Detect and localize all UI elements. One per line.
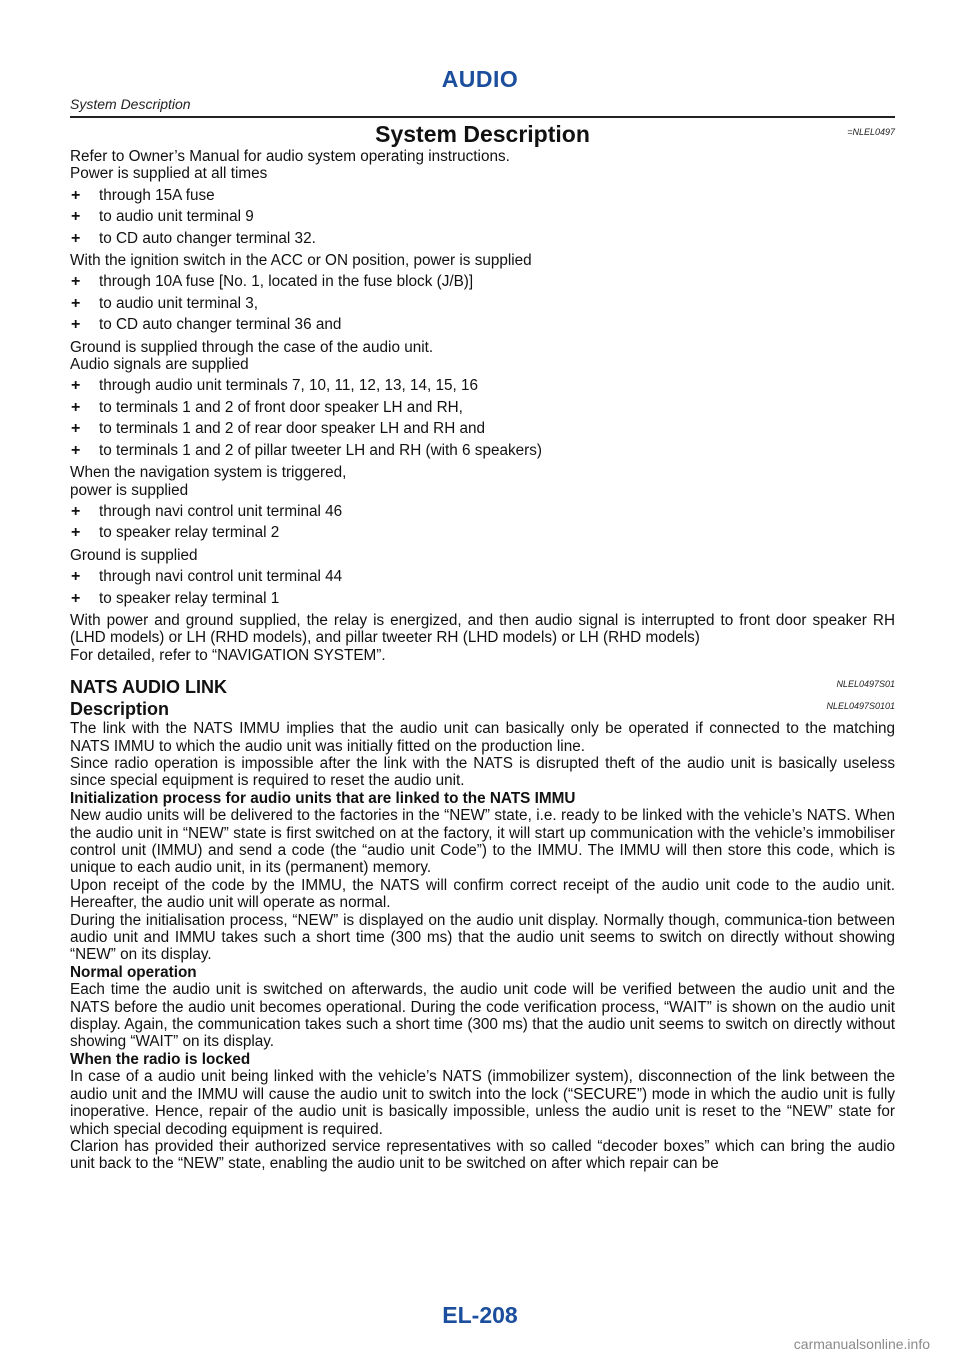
list-item: + to terminals 1 and 2 of rear door speaker LH and RH and [71,420,486,438]
navi-power-lead-2: power is supplied [70,481,189,499]
power-acc-lead: With the ignition switch in the ACC or ON position, power is supplied [70,252,532,270]
ground-case-text: Ground is supplied through the case of the audio unit. [70,338,434,356]
navi-power-lead-1: When the navigation system is triggered, [70,464,347,482]
intro-text: Refer to Owner’s Manual for audio system operating instructions. [70,148,510,165]
bullet-icon: + [71,568,81,586]
nats-paragraph-1: The link with the NATS IMMU implies that the audio unit can basically only be operated if connected to the matching NATS IMMU to which the audio unit was initially fitted on the production line. [70,720,895,755]
radio-locked-heading: When the radio is locked [70,1050,251,1068]
navi-power-list [70,503,895,542]
relay-text: With power and ground supplied, the relay is energized, and then audio signal is interrupted to front door speaker RH (LHD models) or LH (RHD models), and pillar tweeter RH (LHD models) or LH (RHD models) [70,611,895,647]
description-code: NLEL0497S0101 [826,701,895,712]
list-item: + through audio unit terminals 7, 10, 11, 12, 13, 14, 15, 16 [71,377,479,395]
bullet-icon: + [71,186,81,204]
list-item: + to terminals 1 and 2 of front door speaker LH and RH, [71,398,463,416]
bullet-icon: + [71,398,81,416]
list-item: + through navi control unit terminal 44 [71,568,343,586]
power-always-list [70,187,895,247]
nats-paragraph-6: Each time the audio unit is switched on afterwards, the audio unit code will be verified between the audio unit and the NATS before the audio unit becomes operational. During the code verification process, “WAIT” is shown on the audio unit display. Again, the communication takes such a short time (300 ms) that the audio unit seems to switch on directly without showing “WAIT” on its display. [70,981,895,1051]
bullet-icon: + [71,589,81,607]
bullet-icon: + [71,420,81,438]
bullet-icon: + [71,316,81,334]
list-item: + to terminals 1 and 2 of pillar tweeter LH and RH (with 6 speakers) [71,441,542,459]
list-item: + to audio unit terminal 9 [71,208,254,226]
bullet-icon: + [71,273,81,291]
list-item: + through navi control unit terminal 46 [71,502,343,520]
description-heading-text: Description [70,699,170,720]
bullet-icon: + [71,377,81,395]
nats-paragraph-5: During the initialisation process, “NEW” is displayed on the audio unit display. Normally though, communica-tion between audio unit and IMMU takes such a short time (300 ms) that the audio unit seems to switch on directly without showing “NEW” on its display. [70,911,895,964]
header-title: AUDIO [441,66,519,92]
bullet-icon: + [71,294,81,312]
bullet-icon: + [71,524,81,542]
list-item: + to CD auto changer terminal 36 and [71,316,342,334]
nats-paragraph-2: Since radio operation is impossible after the link with the NATS is disrupted theft of the audio unit is basically useless since special equipment is required to reset the audio unit. [70,754,895,790]
bullet-icon: + [71,208,81,226]
nats-heading-text: NATS AUDIO LINK [70,677,227,698]
page-number: EL-208 [442,1302,518,1328]
refer-text: For detailed, refer to “NAVIGATION SYSTEM”. [70,646,386,664]
list-item: + through 10A fuse [No. 1, located in the fuse block (J/B)] [71,273,474,291]
section-title-text: System Description [375,121,590,147]
bullet-icon: + [71,441,81,459]
nats-paragraph-7: In case of a audio unit being linked with the vehicle’s NATS (immobilizer system), disconnection of the link between the audio unit and the IMMU will cause the audio unit to switch into the lock (“SECURE”) mode in which the audio unit is fully inoperative. Hence, repair of the audio unit is basically impossible, unless the audio unit is reset to the “NEW” state for which special decoding equipment is required. [70,1068,895,1138]
nats-paragraph-4: Upon receipt of the code by the IMMU, the NATS will confirm correct receipt of the audio unit code to the audio unit. Hereafter, the audio unit will operate as normal. [70,876,895,912]
init-heading: Initialization process for audio units that are linked to the NATS IMMU [70,789,576,807]
nats-paragraph-3: New audio units will be delivered to the factories in the “NEW” state, i.e. ready to be linked with the vehicle’s NATS. When the audio unit in “NEW” state is first switched on at the factory, it will start up communication with the vehicle’s immobiliser control unit (IMMU) and send a code (the “audio unit Code”) to the IMMU. The IMMU will then store this code, which is unique to each audio unit, in its (permanent) memory. [70,807,895,877]
main-content [70,118,895,1173]
section-code: =NLEL0497 [847,127,895,137]
description-heading [70,698,895,720]
list-item: + to CD auto changer terminal 32. [71,229,316,247]
bullet-icon: + [71,229,81,247]
section-title [70,120,895,148]
nats-heading [70,676,895,698]
normal-operation-heading: Normal operation [70,963,197,981]
nats-paragraph-8: Clarion has provided their authorized service representatives with so called “decoder boxes” which can bring the audio unit back to the “NEW” state, enabling the audio unit to be switched on after which repair can be [70,1137,895,1173]
watermark: carmanualsonline.info [793,1336,930,1352]
list-item: + through 15A fuse [71,186,215,204]
header-subtitle: System Description [70,96,191,112]
power-acc-list [70,273,895,333]
navi-ground-lead: Ground is supplied [70,546,198,564]
list-item: + to speaker relay terminal 1 [71,589,280,607]
audio-signals-lead: Audio signals are supplied [70,356,249,374]
nats-code: NLEL0497S01 [836,679,895,690]
power-always-lead: Power is supplied at all times [70,165,268,183]
navi-ground-list [70,568,895,607]
bullet-icon: + [71,502,81,520]
list-item: + to speaker relay terminal 2 [71,524,280,542]
list-item: + to audio unit terminal 3, [71,294,259,312]
audio-signals-list [70,377,895,459]
